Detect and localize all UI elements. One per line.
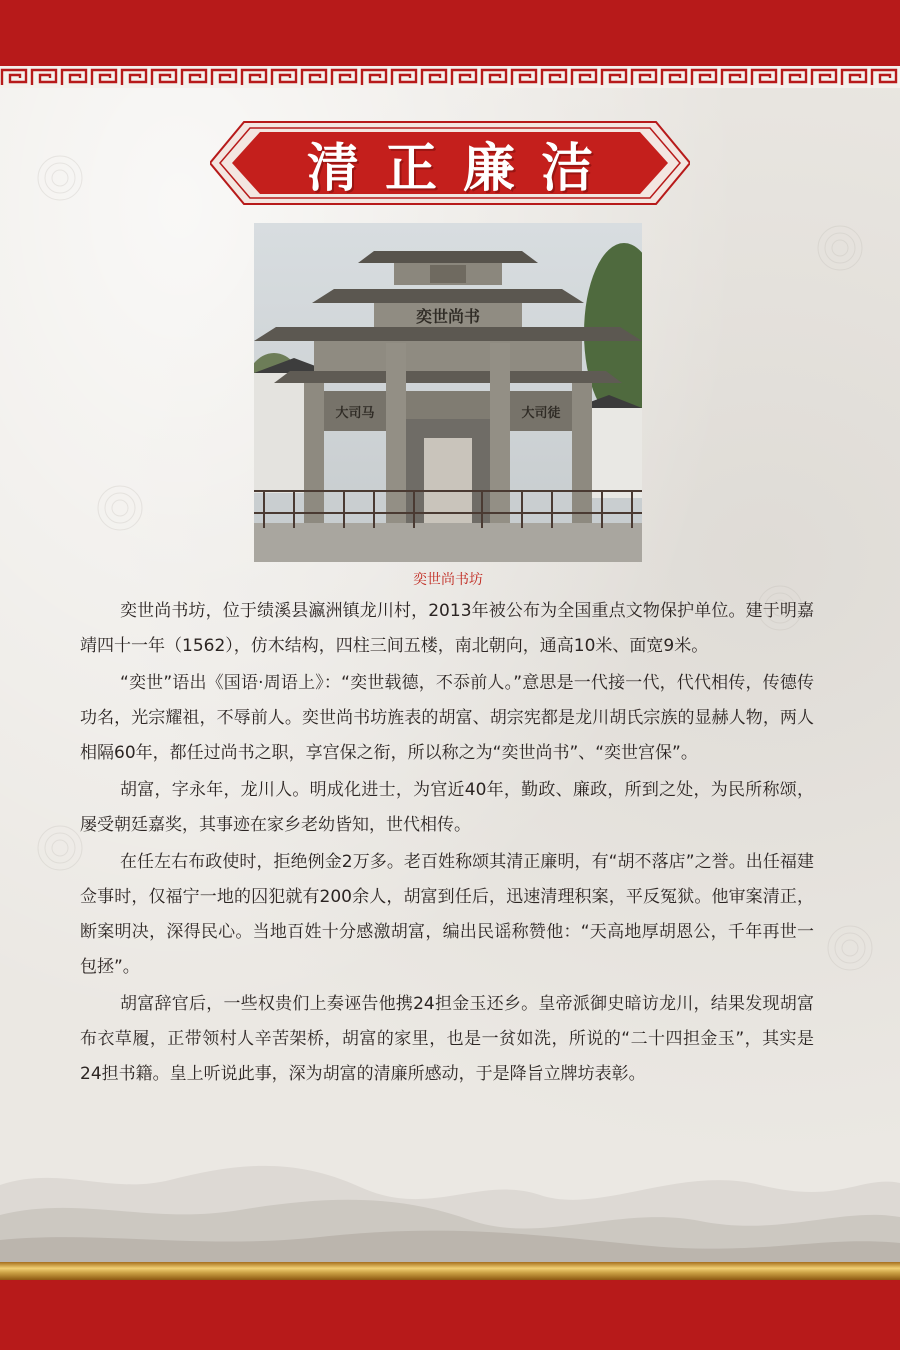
gold-border (0, 1262, 900, 1280)
bottom-red-bar (0, 1280, 900, 1350)
fret-pattern-border (0, 66, 900, 88)
paragraph-1: 奕世尚书坊，位于绩溪县瀛洲镇龙川村，2013年被公布为全国重点文物保护单位。建于明嘉靖四十一年（1562），仿木结构，四柱三间五楼，南北朝向，通高10米、面宽9米。 (80, 601, 814, 656)
paragraph-5: 胡富辞官后，一些权贵们上奏诬告他携24担金玉还乡。皇帝派御史暗访龙川，结果发现胡富布衣草履，正带领村人辛苦架桥，胡富的家里，也是一贫如洗，所说的“二十四担金玉”，其实是24担书籍。皇上听说此事，深为胡富的清廉所感动，于是降旨立牌坊表彰。 (80, 994, 814, 1084)
paragraph-4: 在任左右布政使时，拒绝例金2万多。老百姓称颂其清正廉明，有“胡不落店”之誉。出任福建佥事时，仅福宁一地的囚犯就有200余人，胡富到任后，迅速清理积案，平反冤狱。他审案清正，断案明决，深得民心。当地百姓十分感激胡富，编出民谣称赞他：“天高地厚胡恩公，千年再世一包拯”。 (80, 852, 814, 977)
plaque-left-text: 大司马 (335, 406, 375, 421)
top-red-bar (0, 0, 900, 66)
archway-photo (254, 223, 642, 562)
ink-mountains-decoration (0, 1125, 900, 1265)
page-title: 清正廉洁 (306, 137, 619, 199)
plaque-main-text: 奕世尚书 (415, 307, 481, 326)
plaque-right-text: 大司徒 (521, 406, 561, 421)
article-body (80, 594, 814, 1094)
paragraph-2: “奕世”语出《国语·周语上》：“奕世载德，不忝前人。”意思是一代接一代，代代相传，传德传功名，光宗耀祖，不辱前人。奕世尚书坊旌表的胡富、胡宗宪都是龙川胡氏宗族的显赫人物，两人相隔60年，都任过尚书之职，享宫保之衔，所以称之为“奕世尚书”、“奕世宫保”。 (80, 673, 814, 763)
photo-caption: 奕世尚书坊 (413, 572, 483, 588)
paragraph-3: 胡富，字永年，龙川人。明成化进士，为官近40年，勤政、廉政，所到之处，为民所称颂，屡受朝廷嘉奖，其事迹在家乡老幼皆知，世代相传。 (80, 780, 814, 835)
